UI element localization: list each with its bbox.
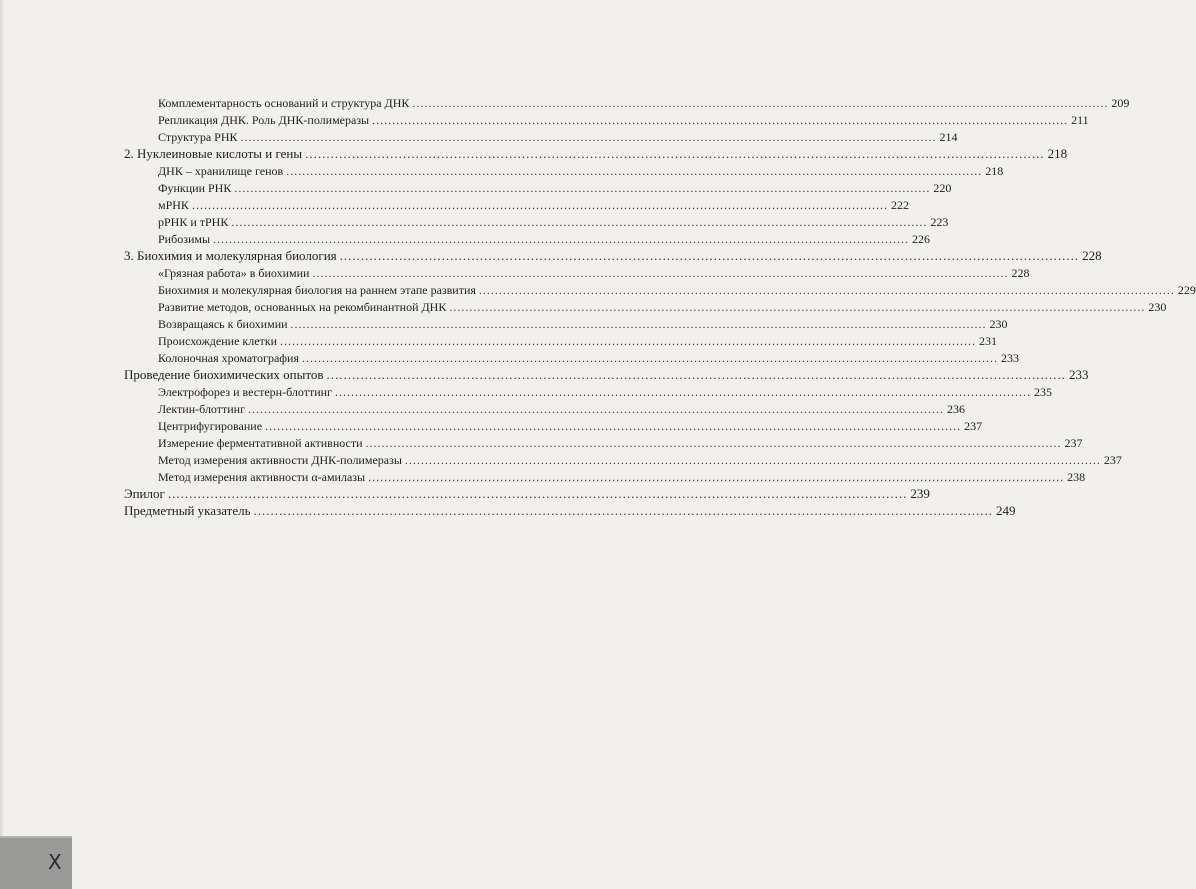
toc-entry-electrophoresis[interactable] <box>158 384 1052 400</box>
toc-entry-page: 229 <box>1177 283 1196 297</box>
toc-entry-title: Эпилог <box>124 486 165 501</box>
dot-leader: .............................................................................................................................................................................. <box>478 283 1175 297</box>
toc-chapter-nucleic-acids[interactable] <box>124 146 1068 162</box>
toc-entry-page: 222 <box>890 198 909 212</box>
toc-entry-title: Метод измерения активности α-амилазы <box>158 470 366 484</box>
toc-entry-mrna[interactable] <box>158 197 909 213</box>
toc-entry-title: 2. Нуклеиновые кислоты и гены <box>124 146 303 161</box>
toc-entry-title: ДНК – хранилище генов <box>158 164 284 178</box>
toc-chapter-biochemistry[interactable] <box>124 248 1102 264</box>
dot-leader: .............................................................................................................................................................................. <box>290 317 987 331</box>
toc-entry-page: 236 <box>947 402 966 416</box>
toc-entry-column-chromatography[interactable] <box>158 350 1019 366</box>
toc-entry-title: Развитие методов, основанных на рекомбинантной ДНК <box>158 300 447 314</box>
dot-leader: .............................................................................................................................................................................. <box>305 146 1045 161</box>
toc-entry-ribozymes[interactable] <box>158 231 931 247</box>
toc-entry-dna-replication[interactable] <box>158 112 1089 128</box>
toc-entry-title: Электрофорез и вестерн-блоттинг <box>158 385 332 399</box>
page-number-marker: X <box>48 850 62 874</box>
toc-entry-title: Центрифугирование <box>158 419 263 433</box>
dot-leader: .............................................................................................................................................................................. <box>302 351 998 365</box>
toc-entry-page: 233 <box>1069 367 1089 382</box>
toc-entry-title: Метод измерения активности ДНК-полимеразы <box>158 453 402 467</box>
toc-entry-title: Колоночная хроматография <box>158 351 299 365</box>
toc-entry-amylase-assay[interactable] <box>158 469 1086 485</box>
toc-entry-title: «Грязная работа» в биохимии <box>158 266 310 280</box>
toc-entry-title: Проведение биохимических опытов <box>124 367 324 382</box>
toc-entry-page: 220 <box>933 181 952 195</box>
toc-entry-page: 238 <box>1067 470 1086 484</box>
dot-leader: .............................................................................................................................................................................. <box>368 470 1065 484</box>
dot-leader: .............................................................................................................................................................................. <box>372 113 1069 127</box>
dot-leader: .............................................................................................................................................................................. <box>265 419 962 433</box>
dot-leader: .............................................................................................................................................................................. <box>167 486 908 501</box>
dot-leader: .............................................................................................................................................................................. <box>449 300 1146 314</box>
toc-entry-page: 237 <box>964 419 983 433</box>
dot-leader: .............................................................................................................................................................................. <box>248 402 945 416</box>
dot-leader: .............................................................................................................................................................................. <box>365 436 1062 450</box>
toc-entry-title: Комплементарность оснований и структура ДНК <box>158 96 410 110</box>
toc-entry-page: 214 <box>939 130 958 144</box>
toc-entry-title: Структура РНК <box>158 130 238 144</box>
dot-leader: .............................................................................................................................................................................. <box>280 334 977 348</box>
toc-entry-title: Происхождение клетки <box>158 334 278 348</box>
toc-entry-page: 226 <box>912 232 931 246</box>
toc-entry-dna-gene-storage[interactable] <box>158 163 1004 179</box>
toc-entry-title: Рибозимы <box>158 232 211 246</box>
toc-entry-enzyme-activity[interactable] <box>158 435 1083 451</box>
toc-entry-dna-polymerase-assay[interactable] <box>158 452 1122 468</box>
dot-leader: .............................................................................................................................................................................. <box>334 385 1031 399</box>
dot-leader: .............................................................................................................................................................................. <box>231 215 928 229</box>
toc-entry-page: 231 <box>979 334 998 348</box>
toc-entry-back-to-biochemistry[interactable] <box>158 316 1008 332</box>
toc-chapter-subject-index[interactable] <box>124 503 1016 519</box>
toc-entry-rna-functions[interactable] <box>158 180 952 196</box>
toc-entry-title: Измерение ферментативной активности <box>158 436 363 450</box>
toc-entry-page: 228 <box>1082 248 1102 263</box>
dot-leader: .............................................................................................................................................................................. <box>404 453 1101 467</box>
toc-entry-title: рРНК и тРНК <box>158 215 229 229</box>
toc-entry-page: 218 <box>985 164 1004 178</box>
toc-entry-early-development[interactable] <box>158 282 1196 298</box>
dot-leader: .............................................................................................................................................................................. <box>240 130 937 144</box>
toc-entry-page: 228 <box>1011 266 1030 280</box>
toc-chapter-experiments[interactable] <box>124 367 1089 383</box>
dot-leader: .............................................................................................................................................................................. <box>412 96 1109 110</box>
toc-entry-title: Лектин-блоттинг <box>158 402 246 416</box>
dot-leader: .............................................................................................................................................................................. <box>253 503 994 518</box>
toc-entry-title: мРНК <box>158 198 189 212</box>
toc-entry-page: 230 <box>989 317 1008 331</box>
toc-entry-recombinant-methods[interactable] <box>158 299 1167 315</box>
toc-entry-page: 249 <box>996 503 1016 518</box>
dot-leader: .............................................................................................................................................................................. <box>213 232 910 246</box>
toc-entry-centrifugation[interactable] <box>158 418 983 434</box>
dot-leader: .............................................................................................................................................................................. <box>286 164 983 178</box>
toc-entry-title: 3. Биохимия и молекулярная биология <box>124 248 337 263</box>
toc-entry-page: 239 <box>910 486 930 501</box>
toc-entry-page: 218 <box>1047 146 1068 161</box>
toc-entry-title: Функции РНК <box>158 181 232 195</box>
toc-entry-page: 223 <box>930 215 949 229</box>
toc-chapter-epilogue[interactable] <box>124 486 930 502</box>
toc-entry-title: Предметный указатель <box>124 503 251 518</box>
toc-entry-page: 211 <box>1071 113 1089 127</box>
toc-entry-rrna-trna[interactable] <box>158 214 949 230</box>
toc-entry-title: Возвращаясь к биохимии <box>158 317 288 331</box>
toc-entry-page: 230 <box>1148 300 1167 314</box>
toc-entry-title: Репликация ДНК. Роль ДНК-полимеразы <box>158 113 370 127</box>
dot-leader: .............................................................................................................................................................................. <box>339 248 1080 263</box>
dot-leader: .............................................................................................................................................................................. <box>234 181 931 195</box>
dot-leader: .............................................................................................................................................................................. <box>312 266 1009 280</box>
toc-entry-page: 233 <box>1001 351 1019 365</box>
dot-leader: .............................................................................................................................................................................. <box>326 367 1067 382</box>
toc-entry-lectin-blotting[interactable] <box>158 401 966 417</box>
toc-entry-base-complementarity[interactable] <box>158 95 1130 111</box>
toc-entry-cell-origin[interactable] <box>158 333 998 349</box>
toc-entry-dirty-work[interactable] <box>158 265 1030 281</box>
dot-leader: .............................................................................................................................................................................. <box>191 198 888 212</box>
toc-entry-page: 235 <box>1033 385 1052 399</box>
toc-entry-title: Биохимия и молекулярная биология на раннем этапе развития <box>158 283 476 297</box>
toc-entry-rna-structure[interactable] <box>158 129 958 145</box>
toc-entry-page: 209 <box>1111 96 1130 110</box>
toc-entry-page: 237 <box>1103 453 1122 467</box>
toc-entry-page: 237 <box>1064 436 1083 450</box>
